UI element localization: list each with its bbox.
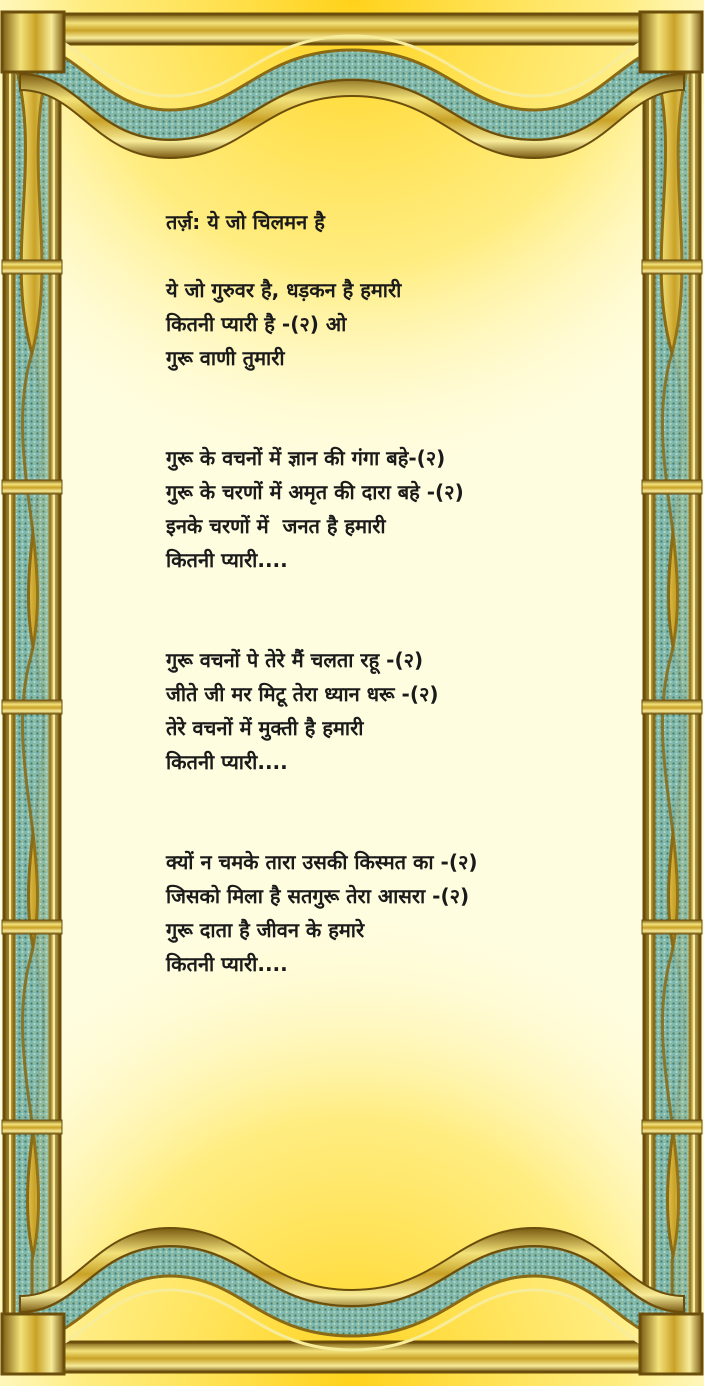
chorus-line-1: ये जो गुरुवर है, धड़कन है हमारी (166, 278, 402, 302)
stanza-2-line-2: जीते जी मर मिटू तेरा ध्यान धरू -(२) (166, 682, 439, 706)
stanza-1 (166, 441, 626, 577)
stanza-1-line-1: गुरू के वचनों में ज्ञान की गंगा बहे-(२) (166, 446, 446, 470)
chorus-line-2: कितनी प्यारी है -(२) ओ (166, 312, 347, 336)
stanza-3-line-1: क्यों न चमके तारा उसकी किस्मत का -(२) (166, 850, 478, 874)
stanza-3-line-2: जिसको मिला है सतगुरू तेरा आसरा -(२) (166, 884, 470, 908)
stanza-2 (166, 643, 626, 779)
stanza-1-line-3: इनके चरणों में जनत है हमारी (166, 514, 386, 538)
right-pillar (642, 20, 702, 1366)
stanza-3-line-4: कितनी प्यारी.... (166, 952, 288, 976)
stanza-3 (166, 845, 626, 981)
stanza-1-line-4: कितनी प्यारी.... (166, 548, 288, 572)
stanza-3-line-3: गुरू दाता है जीवन के हमारे (166, 918, 365, 942)
chorus-line-3: गुरू वाणी तुमारी (166, 346, 285, 370)
stanza-2-line-1: गुरू वचनों पे तेरे मैं चलता रहू -(२) (166, 648, 424, 672)
tarz-line: तर्ज़: ये जो चिलमन है (166, 210, 325, 234)
lyrics-text (166, 205, 626, 981)
chorus (166, 273, 626, 375)
stanza-2-line-4: कितनी प्यारी.... (166, 750, 288, 774)
left-pillar (2, 20, 62, 1366)
stanza-2-line-3: तेरे वचनों में मुक्ती है हमारी (166, 716, 364, 740)
stanza-1-line-2: गुरू के चरणों में अमृत की दारा बहे -(२) (166, 480, 464, 504)
